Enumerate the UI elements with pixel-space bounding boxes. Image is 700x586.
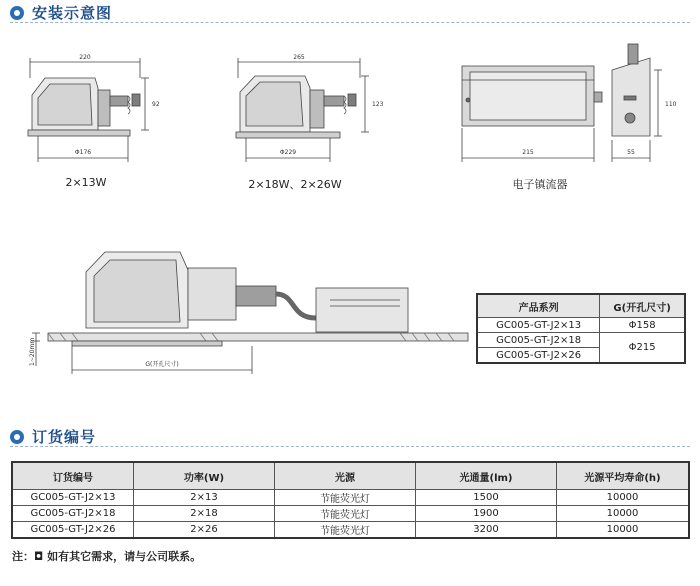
footnote: 注：◘ 如有其它需求，请与公司联系。 [12,550,202,563]
table-cell: 10000 [557,506,690,522]
d3-depth-label: 55 [627,149,635,156]
d3-height-label: 110 [665,101,677,108]
table-row [12,522,689,539]
table-header-cell: 光源 [275,462,416,490]
drawing-installation-section [32,252,468,374]
table-cell: 节能荧光灯 [275,506,416,522]
d4-thickness-label: 1~20mm [29,337,36,366]
table-cell: GC005-GT-J2×18 [477,333,600,348]
table-cell: 节能荧光灯 [275,522,416,539]
drawing-18w-26w [236,58,369,162]
install-section-title: 安装示意图 [32,4,113,22]
order-section-title: 订货编号 [32,428,97,446]
table-header-cell: 光通量(lm) [416,462,557,490]
table-cell: 2×18 [134,506,275,522]
d3-width-label: 215 [522,149,534,156]
caption-13w: 2×13W [65,176,107,189]
d4-hole-label: G(开孔尺寸) [145,361,179,368]
d1-width-label: 220 [79,54,91,61]
order-code-table [11,461,690,539]
table-header-row [477,294,685,318]
table-cell: 10000 [557,522,690,539]
table-cell: 节能荧光灯 [275,490,416,506]
table-header-row [12,462,689,490]
table-header-cell: 产品系列 [477,294,600,318]
table-cell: GC005-GT-J2×26 [477,348,600,364]
table-cell: 1900 [416,506,557,522]
table-cell: Φ215 [600,333,685,364]
d1-diameter-label: Φ176 [74,149,92,156]
drawing-ballast [462,44,662,162]
section-divider [10,446,690,447]
caption-ballast: 电子镇流器 [512,178,568,191]
order-section-header [10,426,96,447]
cutout-size-table [476,293,686,364]
table-cell: GC005-GT-J2×13 [12,490,134,506]
table-header-cell: 光源平均寿命(h) [557,462,690,490]
table-cell: 10000 [557,490,690,506]
table-header-cell: 功率(W) [134,462,275,490]
d2-height-label: 123 [372,101,384,108]
table-row [12,506,689,522]
table-cell: Φ158 [600,318,685,333]
section-bullet-icon [10,430,24,444]
table-header-cell: G(开孔尺寸) [600,294,685,318]
d2-width-label: 265 [293,54,305,61]
d2-diameter-label: Φ229 [279,149,297,156]
table-row [12,490,689,506]
table-cell: 1500 [416,490,557,506]
table-cell: 3200 [416,522,557,539]
table-cell: GC005-GT-J2×26 [12,522,134,539]
table-row [477,333,685,348]
caption-18w-26w: 2×18W、2×26W [248,178,342,191]
table-cell: 2×13 [134,490,275,506]
table-row [477,318,685,333]
table-cell: GC005-GT-J2×18 [12,506,134,522]
table-header-cell: 订货编号 [12,462,134,490]
table-cell: 2×26 [134,522,275,539]
drawing-13w [28,58,149,162]
d1-height-label: 92 [152,101,160,108]
table-cell: GC005-GT-J2×13 [477,318,600,333]
